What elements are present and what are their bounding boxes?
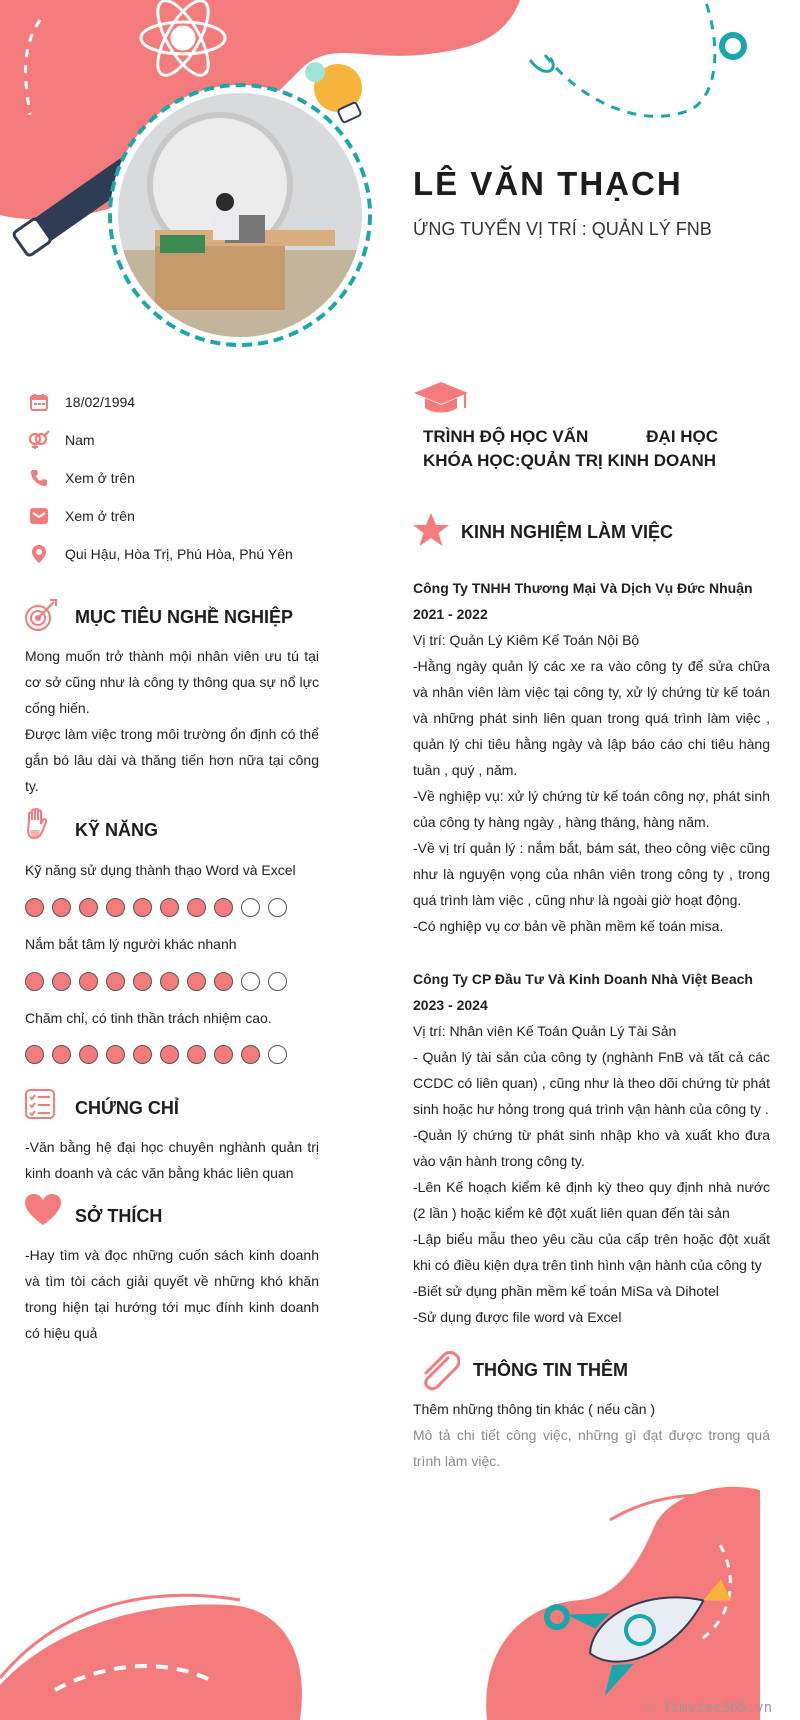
rating-dot-filled [133, 898, 152, 917]
education-level: ĐẠI HỌC [646, 427, 719, 446]
rating-dot-filled [25, 972, 44, 991]
contact-row [26, 535, 356, 573]
watermark: ∴ Timviec365.vn [645, 1700, 772, 1716]
skill-rating [25, 972, 287, 991]
contact-row [26, 497, 356, 535]
education-course: KHÓA HỌC:QUẢN TRỊ KINH DOANH [423, 451, 717, 470]
skill-rating [25, 1045, 287, 1064]
job-duty: -Hằng ngày quản lý các xe ra vào công ty để sửa chữa và nhân viên làm việc tại công ty, xử lý chứng từ kế toán và những phát sinh liên quan trong quá trình làm việc , quản lý chi tiêu hằng ngày và lập báo cáo chi tiêu hàng tuần , quý , năm. [413, 658, 770, 778]
job-entry [413, 966, 770, 1330]
address: Qui Hậu, Hòa Trị, Phú Hòa, Phú Yên [65, 546, 293, 562]
job-duty: -Có nghiệp vụ cơ bản về phần mềm kế toán misa. [413, 918, 724, 934]
skill-label: Chăm chỉ, có tinh thần trách nhiệm cao. [25, 1010, 272, 1026]
skill-rating [25, 898, 287, 917]
skill-label: Nắm bắt tâm lý người khác nhanh [25, 936, 237, 952]
objective-text [25, 643, 319, 799]
objective-line: Mong muốn trở thành mội nhân viên ưu tú tại cơ sở cũng như là công ty thông qua sự nổ lực cống hiến. [25, 648, 319, 716]
hobbies-title: SỞ THÍCH [75, 1206, 163, 1226]
education-title: TRÌNH ĐỘ HỌC VẤN [423, 427, 589, 446]
rating-dot-filled [52, 972, 71, 991]
rating-dot-filled [187, 972, 206, 991]
contact-row [26, 421, 356, 459]
rating-dot-filled [52, 1045, 71, 1064]
rating-dot-filled [160, 898, 179, 917]
contact-row [26, 459, 356, 497]
paperclip-icon [418, 1350, 460, 1392]
skill-label: Kỹ năng sử dụng thành thạo Word và Excel [25, 862, 296, 878]
rating-dot-filled [187, 898, 206, 917]
rating-dot-filled [187, 1045, 206, 1064]
job-duty: -Về nghiệp vụ: xử lý chứng từ kế toán công nợ, phát sinh của công ty hàng ngày , hàng tháng, hàng năm. [413, 788, 770, 830]
phone-icon [26, 465, 52, 491]
rating-dot-empty [241, 898, 260, 917]
job-duty: -Biết sử dụng phần mềm kế toán MiSa và Dihotel [413, 1283, 719, 1299]
candidate-name: LÊ VĂN THẠCH [413, 165, 683, 202]
job-years: 2023 - 2024 [413, 997, 488, 1013]
certificates-title: CHỨNG CHỈ [75, 1098, 179, 1118]
hand-icon [24, 808, 50, 842]
graduation-cap-icon [413, 380, 469, 416]
extra-info [413, 1396, 770, 1474]
rating-dot-filled [25, 1045, 44, 1064]
email: Xem ở trên [65, 508, 135, 524]
objective-line: Được làm việc trong môi trường ổn định có thể gắn bó lâu dài và thăng tiến hơn nữa tại công ty. [25, 726, 319, 794]
rating-dot-filled [133, 1045, 152, 1064]
contact-info [26, 383, 356, 573]
job-role: Vị trí: Nhân viên Kế Toán Quản Lý Tài Sản [413, 1023, 677, 1039]
rating-dot-filled [106, 972, 125, 991]
extra-title: THÔNG TIN THÊM [473, 1360, 628, 1380]
rating-dot-filled [160, 972, 179, 991]
rating-dot-empty [241, 972, 260, 991]
rating-dot-filled [106, 898, 125, 917]
gender-icon [26, 427, 52, 453]
job-company: Công Ty CP Đầu Tư Và Kinh Doanh Nhà Việt Beach [413, 971, 753, 987]
job-entry [413, 575, 770, 939]
job-duty: -Lên Kế hoạch kiểm kê định kỳ theo quy định nhà nước (2 lần ) hoặc kiểm kê đột xuất liên quan đến tài sản [413, 1179, 770, 1221]
education-block [423, 425, 718, 473]
certificates-text: -Văn bằng hệ đại học chuyên nghành quản trị kinh doanh và các văn bằng khác liên quan [25, 1139, 319, 1181]
skills-title: KỸ NĂNG [75, 820, 159, 840]
job-duty: - Quản lý tài sản của công ty (nghành FnB và tất cả các CCDC có liên quan) , cũng như là theo dõi chứng từ phát sinh hoặc hư hỏng trong quá trình vận hành của công ty . [413, 1049, 770, 1117]
rating-dot-filled [52, 898, 71, 917]
job-duty: -Sử dụng được file word và Excel [413, 1309, 622, 1325]
rating-dot-filled [79, 898, 98, 917]
job-role: Vị trí: Quản Lý Kiêm Kế Toán Nội Bộ [413, 632, 640, 648]
objective-title: MỤC TIÊU NGHỀ NGHIỆP [75, 607, 294, 627]
birthdate: 18/02/1994 [65, 394, 136, 410]
extra-hint: Mô tả chi tiết công việc, những gì đạt được trong quá trình làm việc. [413, 1427, 770, 1469]
gender: Nam [65, 432, 95, 448]
rating-dot-empty [268, 1045, 287, 1064]
job-duty: -Quản lý chứng từ phát sinh nhập kho và xuất kho đưa vào vận hành trong công ty. [413, 1127, 770, 1169]
rating-dot-empty [268, 972, 287, 991]
rating-dot-filled [79, 1045, 98, 1064]
calendar-icon [26, 389, 52, 415]
rating-dot-filled [79, 972, 98, 991]
star-icon [412, 512, 450, 548]
email-icon [26, 503, 52, 529]
target-icon [24, 598, 58, 632]
hobbies-text: -Hay tìm và đọc những cuốn sách kinh doanh và tìm tòi cách giải quyết về những khó khăn trong hiện tại hướng tới mục đính kinh doanh có hiệu quả [25, 1247, 319, 1341]
job-duty: -Lập biểu mẫu theo yêu cầu của cấp trên hoặc đột xuất khi có điều kiện dựa trên tình hình vận hành của công ty [413, 1231, 770, 1273]
job-duty: -Về vị trí quản lý : nắm bắt, bám sát, theo công việc cũng như là nguyện vọng của nhân viên trong công ty , trong quá trình làm việc , cũng như là ngoài giờ hoạt động. [413, 840, 770, 908]
checklist-icon [24, 1088, 56, 1120]
rating-dot-filled [160, 1045, 179, 1064]
rating-dot-filled [241, 1045, 260, 1064]
experience-title: KINH NGHIỆM LÀM VIỆC [461, 522, 674, 542]
job-years: 2021 - 2022 [413, 606, 488, 622]
applied-position: ỨNG TUYỂN VỊ TRÍ : QUẢN LÝ FNB [413, 219, 712, 239]
heart-icon [24, 1193, 62, 1227]
rating-dot-filled [214, 1045, 233, 1064]
job-company: Công Ty TNHH Thương Mại Và Dịch Vụ Đức Nhuận [413, 580, 753, 596]
location-pin-icon [26, 541, 52, 567]
phone: Xem ở trên [65, 470, 135, 486]
rating-dot-filled [214, 898, 233, 917]
rating-dot-filled [106, 1045, 125, 1064]
rating-dot-filled [214, 972, 233, 991]
rating-dot-empty [268, 898, 287, 917]
contact-row [26, 383, 356, 421]
rating-dot-filled [133, 972, 152, 991]
extra-text: Thêm những thông tin khác ( nếu cần ) [413, 1401, 656, 1417]
profile-photo [105, 80, 375, 350]
rating-dot-filled [25, 898, 44, 917]
